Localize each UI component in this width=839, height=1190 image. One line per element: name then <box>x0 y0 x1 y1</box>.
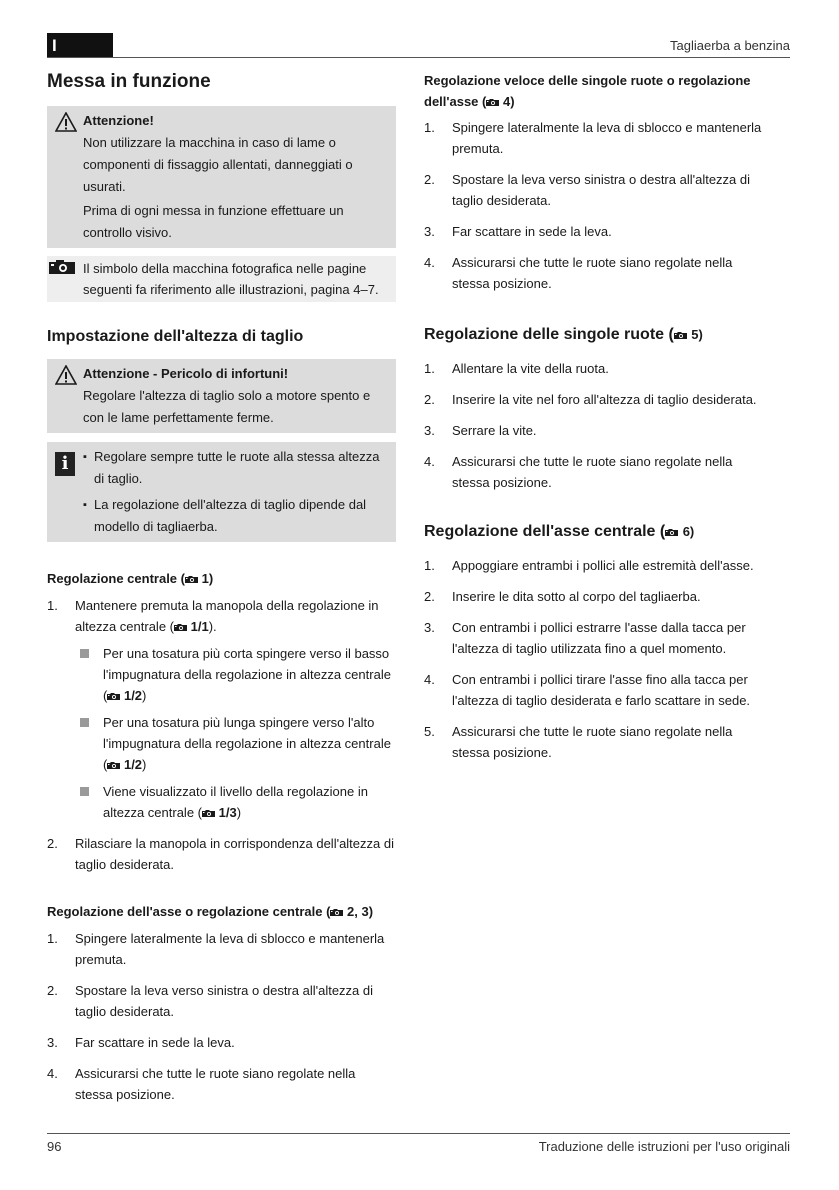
step-text: Appoggiare entrambi i pollici alle estremità dell'asse. <box>452 558 754 573</box>
list-item <box>47 595 396 823</box>
list-item <box>424 252 772 294</box>
camera-reference-note <box>47 256 396 302</box>
list-item <box>424 721 772 763</box>
veloce-steps <box>424 117 772 294</box>
warning-text: Non utilizzare la macchina in caso di lame o componenti di fissaggio allentati, danneggiati o usurati. <box>83 135 353 194</box>
step-tail: ). <box>208 619 217 634</box>
step-number: 3. <box>424 224 435 239</box>
list-item <box>424 221 772 242</box>
step-text: Far scattare in sede la leva. <box>75 1035 235 1050</box>
warning-box-safety <box>47 106 396 248</box>
camera-icon <box>665 528 678 537</box>
list-item <box>424 669 772 711</box>
step-number: 1. <box>424 120 435 135</box>
step-number: 1. <box>47 598 58 613</box>
list-item <box>424 117 772 159</box>
warning-triangle-icon <box>55 112 77 132</box>
warning-text: Regolare l'altezza di taglio solo a motore spento e con le lame perfettamente ferme. <box>83 388 371 425</box>
warning-title: Attenzione - Pericolo di infortuni! <box>83 366 289 381</box>
info-bullet: ▪ La regolazione dell'altezza di taglio dipende dal modello di tagliaerba. <box>83 494 388 538</box>
square-bullet-icon <box>80 718 89 727</box>
step-number: 3. <box>424 620 435 635</box>
paren-close: ) <box>510 94 515 109</box>
step-number: 2. <box>424 589 435 604</box>
section-title-singole-ruote <box>424 324 772 346</box>
list-item <box>424 555 772 576</box>
section-title-messa-in-funzione: Messa in funzione <box>47 71 211 92</box>
list-item <box>47 833 396 875</box>
list-item <box>47 1063 396 1105</box>
step-text: Rilasciare la manopola in corrispondenza dell'altezza di taglio desiderata. <box>75 836 394 872</box>
step-number: 1. <box>424 361 435 376</box>
asse-centrale-steps <box>47 928 396 1105</box>
step-number: 4. <box>424 672 435 687</box>
warning-triangle-icon <box>55 365 77 385</box>
sub-text: Viene visualizzato il livello della regolazione in altezza centrale ( <box>103 784 368 820</box>
figure-ref: 4 <box>502 94 511 109</box>
paren-close: ) <box>208 571 214 586</box>
list-item <box>424 169 772 211</box>
subsection-title-text: Regolazione dell'asse o regolazione centrale ( <box>47 904 331 919</box>
info-icon: i <box>55 452 75 476</box>
list-item <box>424 451 772 493</box>
warning-title: Attenzione! <box>83 113 154 128</box>
sub-list-item <box>75 712 396 775</box>
step-text: Assicurarsi che tutte le ruote siano regolate nella stessa posizione. <box>452 454 733 490</box>
step-text: Spingere lateralmente la leva di sblocco e mantenerla premuta. <box>452 120 762 156</box>
sub-list-item <box>75 643 396 706</box>
step-text: Spostare la leva verso sinistra o destra all'altezza di taglio desiderata. <box>75 983 374 1019</box>
singole-steps <box>424 358 772 493</box>
page-number: 96 <box>47 1139 62 1154</box>
figure-ref: 1/2 <box>123 688 143 703</box>
list-item <box>47 1032 396 1053</box>
list-item <box>424 358 772 379</box>
step-number: 4. <box>47 1066 58 1081</box>
step-number: 5. <box>424 724 435 739</box>
right-column <box>424 70 772 763</box>
warning-text: Prima di ogni messa in funzione effettuare un controllo visivo. <box>83 203 344 240</box>
left-column <box>47 70 396 1105</box>
camera-icon <box>185 575 198 584</box>
section-title-asse-centrale <box>424 521 772 543</box>
subsection-title-asse-centrale <box>47 901 396 922</box>
warning-box-injury <box>47 359 396 433</box>
subsection-title-veloce <box>424 70 772 112</box>
header-divider <box>47 57 790 58</box>
paren-close: ) <box>368 904 374 919</box>
square-bullet-icon <box>80 649 89 658</box>
step-text: Serrare la vite. <box>452 423 537 438</box>
footer-caption: Traduzione delle istruzioni per l'uso originali <box>538 1139 790 1154</box>
step-text: Spingere lateralmente la leva di sblocco e mantenerla premuta. <box>75 931 385 967</box>
step-text: Far scattare in sede la leva. <box>452 224 612 239</box>
figure-ref: 2, 3 <box>347 904 369 919</box>
list-item <box>424 420 772 441</box>
figure-ref: 1/2 <box>123 757 143 772</box>
step-number: 2. <box>424 172 435 187</box>
step-number: 3. <box>424 423 435 438</box>
step-text: Assicurarsi che tutte le ruote siano regolate nella stessa posizione. <box>452 724 733 760</box>
camera-icon <box>107 692 120 701</box>
centrale-steps <box>47 595 396 875</box>
running-header-title: Tagliaerba a benzina <box>670 38 790 53</box>
step-text: Inserire la vite nel foro all'altezza di taglio desiderata. <box>452 392 757 407</box>
figure-ref: 5 <box>691 327 699 342</box>
step-number: 3. <box>47 1035 58 1050</box>
list-item <box>47 980 396 1022</box>
camera-icon <box>330 908 343 917</box>
section-title-impostazione: Impostazione dell'altezza di taglio <box>47 328 304 345</box>
list-item <box>424 617 772 659</box>
list-item <box>47 928 396 970</box>
step-text: Mantenere premuta la manopola della regolazione in altezza centrale ( <box>75 598 379 634</box>
sub-tail: ) <box>142 688 147 703</box>
camera-icon <box>49 260 75 274</box>
camera-icon <box>202 809 215 818</box>
sub-list-item <box>75 781 396 823</box>
list-item <box>424 389 772 410</box>
step-text: Spostare la leva verso sinistra o destra all'altezza di taglio desiderata. <box>452 172 751 208</box>
language-tab: I <box>47 33 113 58</box>
camera-icon <box>486 98 499 107</box>
subsection-title-centrale <box>47 568 396 589</box>
sub-text: Per una tosatura più lunga spingere verso l'alto l'impugnatura della regolazione in altezza centrale ( <box>103 715 391 772</box>
camera-icon <box>674 331 687 340</box>
figure-ref: 1/3 <box>218 805 237 820</box>
asse-steps <box>424 555 772 763</box>
step-text: Con entrambi i pollici tirare l'asse fino alla tacca per l'altezza di taglio desiderata e farlo scattare in sede. <box>452 672 751 708</box>
footer-divider <box>47 1133 790 1134</box>
step-text: Allentare la vite della ruota. <box>452 361 609 376</box>
info-box <box>47 442 396 542</box>
camera-note-text: Il simbolo della macchina fotografica nelle pagine seguenti fa riferimento alle illustrazioni, pagina 4–7. <box>83 261 379 297</box>
step-text: Assicurarsi che tutte le ruote siano regolate nella stessa posizione. <box>75 1066 356 1102</box>
step-number: 2. <box>47 836 58 851</box>
list-item <box>424 586 772 607</box>
step-number: 2. <box>47 983 58 998</box>
step-number: 1. <box>47 931 58 946</box>
subsection-title-text: Regolazione veloce delle singole ruote o regolazione dell'asse ( <box>424 73 751 109</box>
step-number: 2. <box>424 392 435 407</box>
step-text: Con entrambi i pollici estrarre l'asse dalla tacca per l'altezza di taglio utilizzata fino a quel momento. <box>452 620 746 656</box>
step-number: 4. <box>424 454 435 469</box>
sub-tail: ) <box>236 805 242 820</box>
square-bullet-icon <box>80 787 89 796</box>
info-bullet: ▪ Regolare sempre tutte le ruote alla stessa altezza di taglio. <box>83 446 388 490</box>
section-title-text: Regolazione delle singole ruote ( <box>424 326 674 343</box>
camera-icon <box>174 623 187 632</box>
camera-icon <box>107 761 120 770</box>
paren-close: ) <box>689 524 695 539</box>
figure-ref: 1 <box>201 571 209 586</box>
step-number: 1. <box>424 558 435 573</box>
figure-ref: 1/1 <box>190 619 209 634</box>
sub-text: Per una tosatura più corta spingere verso il basso l'impugnatura della regolazione in altezza centrale ( <box>103 646 391 703</box>
step-number: 4. <box>424 255 435 270</box>
figure-ref: 6 <box>682 524 690 539</box>
section-title-text: Regolazione dell'asse centrale ( <box>424 523 666 540</box>
sub-list <box>75 643 396 823</box>
subsection-title-text: Regolazione centrale ( <box>47 571 185 586</box>
step-text: Assicurarsi che tutte le ruote siano regolate nella stessa posizione. <box>452 255 733 291</box>
step-text: Inserire le dita sotto al corpo del tagliaerba. <box>452 589 701 604</box>
sub-tail: ) <box>142 757 147 772</box>
paren-close: ) <box>698 327 703 342</box>
